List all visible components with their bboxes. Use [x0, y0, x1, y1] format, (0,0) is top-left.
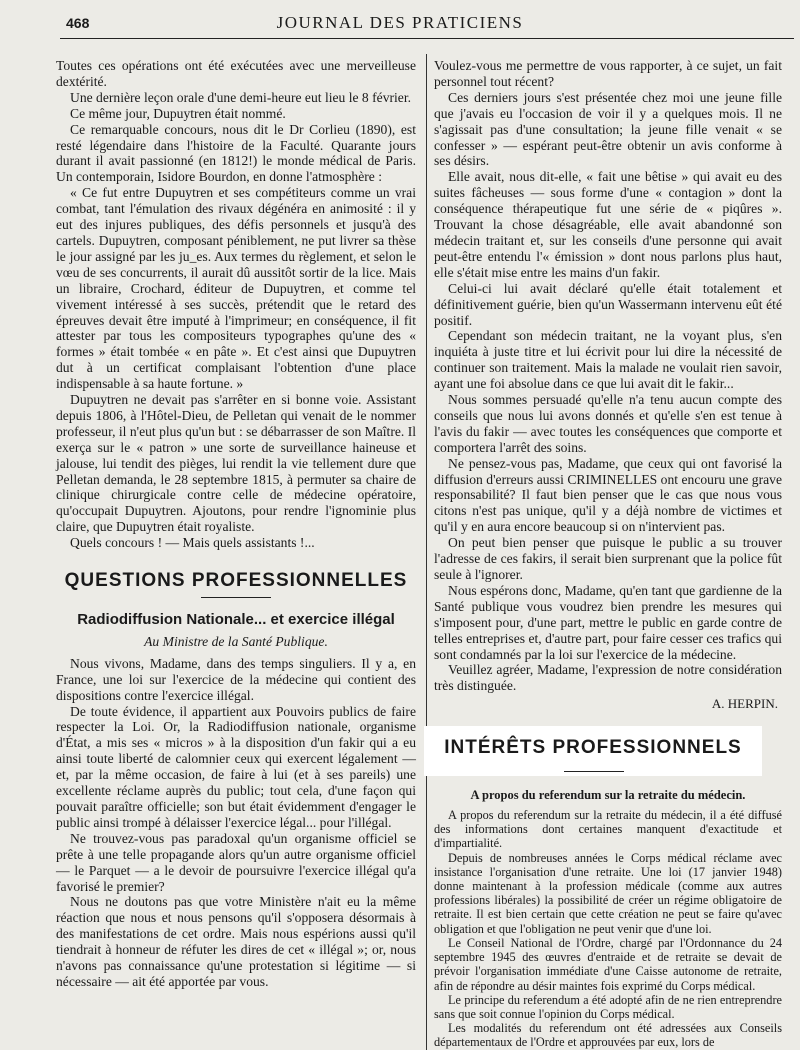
- article-title: Radiodiffusion Nationale... et exercice illégal: [77, 611, 395, 628]
- journal-title: JOURNAL DES PRATICIENS: [276, 13, 524, 32]
- paragraph: Une dernière leçon orale d'une demi-heure eut lieu le 8 février.: [70, 89, 411, 105]
- section-title: INTÉRÊTS PROFESSIONNELS: [444, 737, 742, 759]
- column-divider: [426, 54, 427, 1050]
- paragraph: Toutes ces opérations ont été exécutées avec une merveilleuse dextérité.: [56, 58, 416, 89]
- paragraph: Voulez-vous me permettre de vous rapporter, à ce sujet, un fait personnel tout récent?: [434, 58, 782, 89]
- paragraph: Ce remarquable concours, nous dit le Dr Corlieu (1890), est resté légendaire dans l'histoire de la Faculté. Quarante jours durant il avait passionné (en 1812!) le monde médical de Paris. Un contemporain, Isidore Bourdon, en donne l'atmosphère :: [56, 121, 416, 185]
- paragraph: A propos du referendum sur la retraite du médecin, il a été diffusé des informations dont certaines manquent d'exactitude et d'impartialité.: [434, 808, 782, 851]
- header-rule: [60, 38, 794, 39]
- paragraph: Quels concours ! — Mais quels assistants !...: [70, 535, 315, 551]
- article-subhead: A propos du referendum sur la retraite du médecin.: [470, 788, 746, 803]
- paragraph: Veuillez agréer, Madame, l'expression de notre considération très distinguée.: [434, 662, 782, 694]
- paragraph: Le Conseil National de l'Ordre, chargé par l'Ordonnance du 24 septembre 1945 des œuvres d'entraide et de retraite se devait de prévoir l'organisation immédiate d'une Caisse autonome de retraite, afin de répondre au désir maintes fois exprimé du Corps médical.: [434, 935, 782, 993]
- paragraph: Nous espérons donc, Madame, qu'en tant que gardienne de la Santé publique vous voudrez bien prendre les mesures qui s'imposent pour, d'une part, mettre le public en garde contre de telles entreprises et, d'autre part, pour faire cesser ces trafics qui sont condamnés par la loi sur l'exercice de la médecine.: [434, 582, 782, 662]
- paragraph: De toute évidence, il appartient aux Pouvoirs publics de faire respecter la Loi. Or, la Radiodiffusion nationale, organisme d'État, a mis ses « micros » à la disposition d'un fakir qui a eu ainsi toute liberté de calomnier ceux qui exercent légalement — et, par la même occasion, de faire à lui (et à ses pareils) une excellente réclame auprès du public; tout cela, d'une façon qui pouvait paraître officielle; son but était évidemment d'engager le public ainsi trompé à délaisser l'exercice légal... pour l'illégal.: [56, 703, 416, 830]
- section-rule: [201, 597, 271, 598]
- paragraph: Nous ne doutons pas que votre Ministère n'ait eu la même réaction que nous et nous pensons qu'il s'opposera désormais à des manifestations de cet ordre. Mais nous espérions aussi qu'il tiendrait à honneur de réfuter les dires de cet « illégal »; or, nous n'avons pas connaissance qu'une protestation si légitime — si nécessaire — ait été apportée par vous.: [56, 894, 416, 989]
- paragraph: Elle avait, nous dit-elle, « fait une bêtise » qui avait eu des suites fâcheuses — sous forme d'une « contagion » dont la conséquence thérapeutique fut une série de « piqûres ». Trouvant la chose désagréable, elle avait abandonné son médecin traitant et, sur les conseils d'une personne qui avait peut-être entendu l'« émission » dont nous parlons plus haut, elle s'était mise entre les mains d'un fakir.: [434, 169, 782, 280]
- paragraph: Ne pensez-vous pas, Madame, que ceux qui ont favorisé la diffusion d'erreurs aussi CRIMINELLES ont encouru une grave responsabilité? Il faut bien penser que le cas que nous vous citons n'est pas unique, qu'il y a déjà nombre de victimes et qu'il y en aura encore beaucoup si on n'intervient pas.: [434, 455, 782, 535]
- paragraph: Ce même jour, Dupuytren était nommé.: [70, 105, 286, 121]
- paragraph: Ne trouvez-vous pas paradoxal qu'un organisme officiel se prête à une telle propagande alors qu'un autre organisme officiel — le Parquet — a le devoir de poursuivre l'exercice illégal qu'a favorisé le premier?: [56, 830, 416, 894]
- paragraph: Le principe du referendum a été adopté afin de ne rien entreprendre sans que soit connue l'opinion du Corps médical.: [434, 992, 782, 1021]
- paragraph: « Ce fut entre Dupuytren et ses compétiteurs comme un vrai combat, tant l'émulation des rivaux dégénéra en animosité : il y eut des injures publiques, des défis personnels et jusqu'à des cartels. Dupuytren, composant péniblement, ne put livrer sa thèse le jour assigné par les ju_es. Aux termes du règlement, et selon le vœu de ses concurrents, il aurait dû aussitôt sortir de la lice. Mais un libraire, Crochard, éditeur de Dupuytren, et comme tel vivement intéressé à ses succès, prétendit que le retard des épreuves devait être imputé à l'imprimeur; en conséquence, il fit attester par tous les compositeurs typographes qu'une des « formes » était tombée « en pâte ». Et c'est ainsi que Dupuytren dut à un certificat complaisant l'obtention d'une place indispensable à sa haute fortune. »: [56, 185, 416, 392]
- paragraph: Celui-ci lui avait déclaré qu'elle était totalement et définitivement guérie, bien qu'un Wassermann intervenu eût été positif.: [434, 280, 782, 328]
- page-header: [0, 0, 800, 44]
- signature: A. HERPIN.: [711, 696, 778, 712]
- section-banner: [424, 726, 762, 776]
- paragraph: Nous sommes persuadé qu'elle n'a tenu aucun compte des conseils que nous lui avons donnés et qu'elle s'en est tenue à l'avis du fakir — avec toutes les conséquences que comporte et comportera l'arrêt des soins.: [434, 392, 782, 455]
- paragraph: Depuis de nombreuses années le Corps médical réclame avec insistance l'organisation d'une retraite. Une loi (17 janvier 1948) donne maintenant à la profession médicale (comme aux autres professions libérales) la possibilité de créer un régime obligatoire de retraite. Il est bien certain que cette création ne peut se faire qu'avec obligation et que l'obligation ne peut venir que d'une loi.: [434, 850, 782, 936]
- left-column: [56, 58, 416, 990]
- section-rule: [564, 771, 624, 772]
- paragraph: On peut bien penser que puisque le public a su trouver l'adresse de ces fakirs, il serait bien surprenant que la police fût seule à l'ignorer.: [434, 535, 782, 582]
- page-number: 468: [66, 15, 90, 31]
- paragraph: Ces derniers jours s'est présentée chez moi une jeune fille que j'avais eu l'occasion de voir il y a quelques mois. Il ne s'agissait pas d'une consultation; la jeune fille venait « se confesser » — espérant peut-être obtenir un avis conforme à ses désirs.: [434, 89, 782, 169]
- paragraph: Les modalités du referendum ont été adressées aux Conseils départementaux de l'Ordre et approuvées par eux, lors de: [434, 1021, 782, 1050]
- section-title: QUESTIONS PROFESSIONNELLES: [64, 570, 408, 592]
- dedication: Au Ministre de la Santé Publique.: [144, 633, 328, 649]
- small-text-block: [434, 808, 782, 1049]
- paragraph: Cependant son médecin traitant, ne la voyant plus, s'en inquiéta à juste titre et lui écrivit pour lui dire la nécessité de continuer son traitement. Mais la malade ne voulait rien savoir, ayant une foi absolue dans ce que lui avait dit le fakir...: [434, 328, 782, 392]
- paragraph: Nous vivons, Madame, dans des temps singuliers. Il y a, en France, une loi sur l'exercice de la médecine qui contient des dispositions contre l'exercice illégal.: [56, 655, 416, 703]
- paragraph: Dupuytren ne devait pas s'arrêter en si bonne voie. Assistant depuis 1806, à l'Hôtel-Dieu, de Pelletan qui venait de le nommer professeur, il n'eut plus qu'un but : se débarrasser de son Maître. Il exerça sur le « patron » une sorte de surveillance haineuse et jalouse, lui tendit des pièges, lui rendit la vie tellement dure que Pelletan demanda, le 28 septembre 1815, à permuter sa chaire de clinique chirurgicale contre celle de médecine opératoire, qu'occupait Dupuytren. Ajoutons, pour rendre l'ignominie plus claire, que Dupuytren était royaliste.: [56, 392, 416, 535]
- right-column: [434, 58, 782, 1050]
